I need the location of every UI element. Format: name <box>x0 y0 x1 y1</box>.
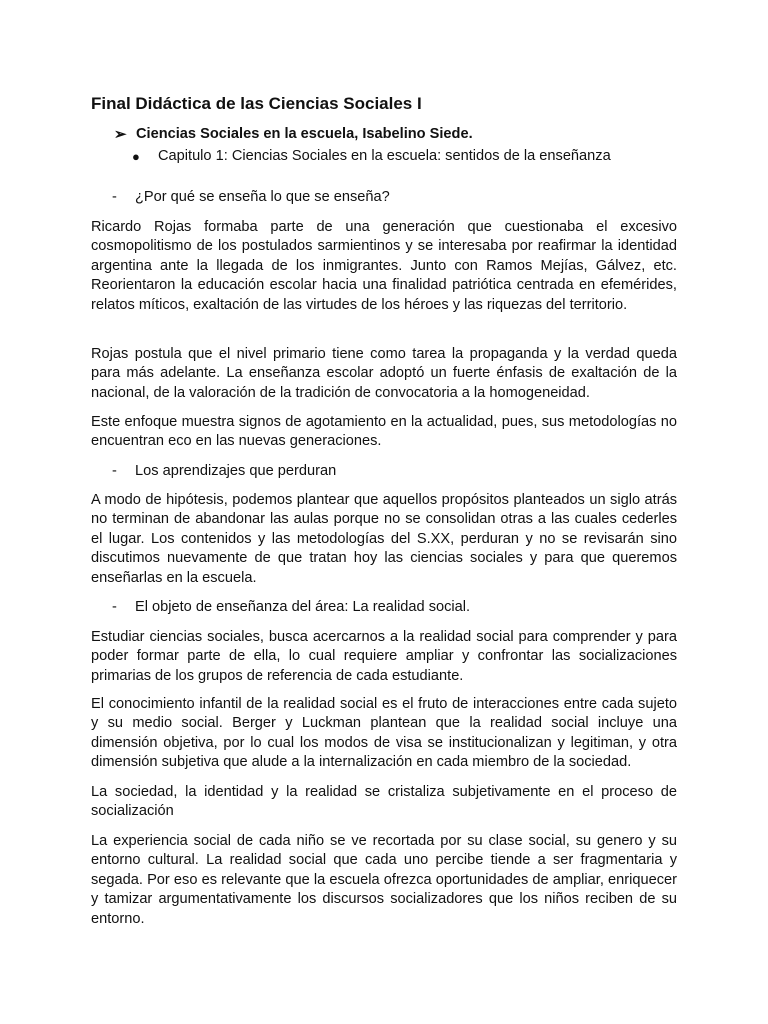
paragraph: La experiencia social de cada niño se ve recortada por su clase social, su genero y su entorno cultural. La realidad social que cada uno percibe tiende a ser fragmentaria y segada. Por eso es relevante que la escuela ofrezca oportunidades de ampliar, enriquecer y tamizar argumentativamente los discursos socializadores que los niños reciben de su entorno. <box>91 833 677 927</box>
outline-chapter-title: Capitulo 1: Ciencias Sociales en la escuela: sentidos de la enseñanza <box>158 148 611 164</box>
arrow-bullet-icon: ➢ <box>114 126 127 143</box>
outline-book-title: Ciencias Sociales en la escuela, Isabelino Siede. <box>136 126 473 142</box>
section-heading-text: Los aprendizajes que perduran <box>135 463 337 479</box>
paragraph: La sociedad, la identidad y la realidad se cristaliza subjetivamente en el proceso de socialización <box>91 784 677 820</box>
paragraph: A modo de hipótesis, podemos plantear que aquellos propósitos planteados un siglo atrás no terminan de abandonar las aulas porque no se consolidan otras a las cuales cederles el lugar. Los contenidos y las metodologías del S.XX, perduran y no se revisarán sino discutimos nuevamente de que tratan hoy las ciencias sociales y para que queremos enseñarlas en la escuela. <box>91 492 677 586</box>
document-title: Final Didáctica de las Ciencias Sociales I <box>91 94 422 113</box>
paragraph: Este enfoque muestra signos de agotamiento en la actualidad, pues, sus metodologías no encuentran eco en las nuevas generaciones. <box>91 414 677 450</box>
paragraph: Estudiar ciencias sociales, busca acercarnos a la realidad social para comprender y para poder formar parte de ella, lo cual requiere ampliar y confrontar las socializaciones primarias de los grupos de referencia de cada estudiante. <box>91 629 677 684</box>
dash-bullet: - <box>112 189 117 205</box>
dash-bullet: - <box>112 463 117 479</box>
paragraph: Rojas postula que el nivel primario tiene como tarea la propaganda y la verdad queda para más adelante. La enseñanza escolar adoptó un fuerte énfasis de exaltación de la nacional, de la valoración de la tradición de convocatoria a la homogeneidad. <box>91 346 677 401</box>
section-heading-text: ¿Por qué se enseña lo que se enseña? <box>135 189 390 205</box>
dash-bullet: - <box>112 599 117 615</box>
paragraph: Ricardo Rojas formaba parte de una generación que cuestionaba el excesivo cosmopolitismo de los postulados sarmientinos y se interesaba por reafirmar la identidad argentina ante la llegada de los inmigrantes. Junto con Ramos Mejías, Gálvez, etc. Reorientaron la educación escolar hacia una finalidad patriótica centrada en efemérides, relatos míticos, exaltación de las virtudes de los héroes y las riquezas del territorio. <box>91 219 677 313</box>
paragraph: El conocimiento infantil de la realidad social es el fruto de interacciones entre cada sujeto y su medio social. Berger y Luckman plantean que la realidad social incluye una dimensión objetiva, por lo cual los modos de visa se institucionalizan y legitiman, y otra dimensión subjetiva que alude a la internalización en cada miembro de la sociedad. <box>91 696 677 771</box>
section-heading-text: El objeto de enseñanza del área: La realidad social. <box>135 599 471 615</box>
round-bullet-icon: ● <box>132 149 140 164</box>
